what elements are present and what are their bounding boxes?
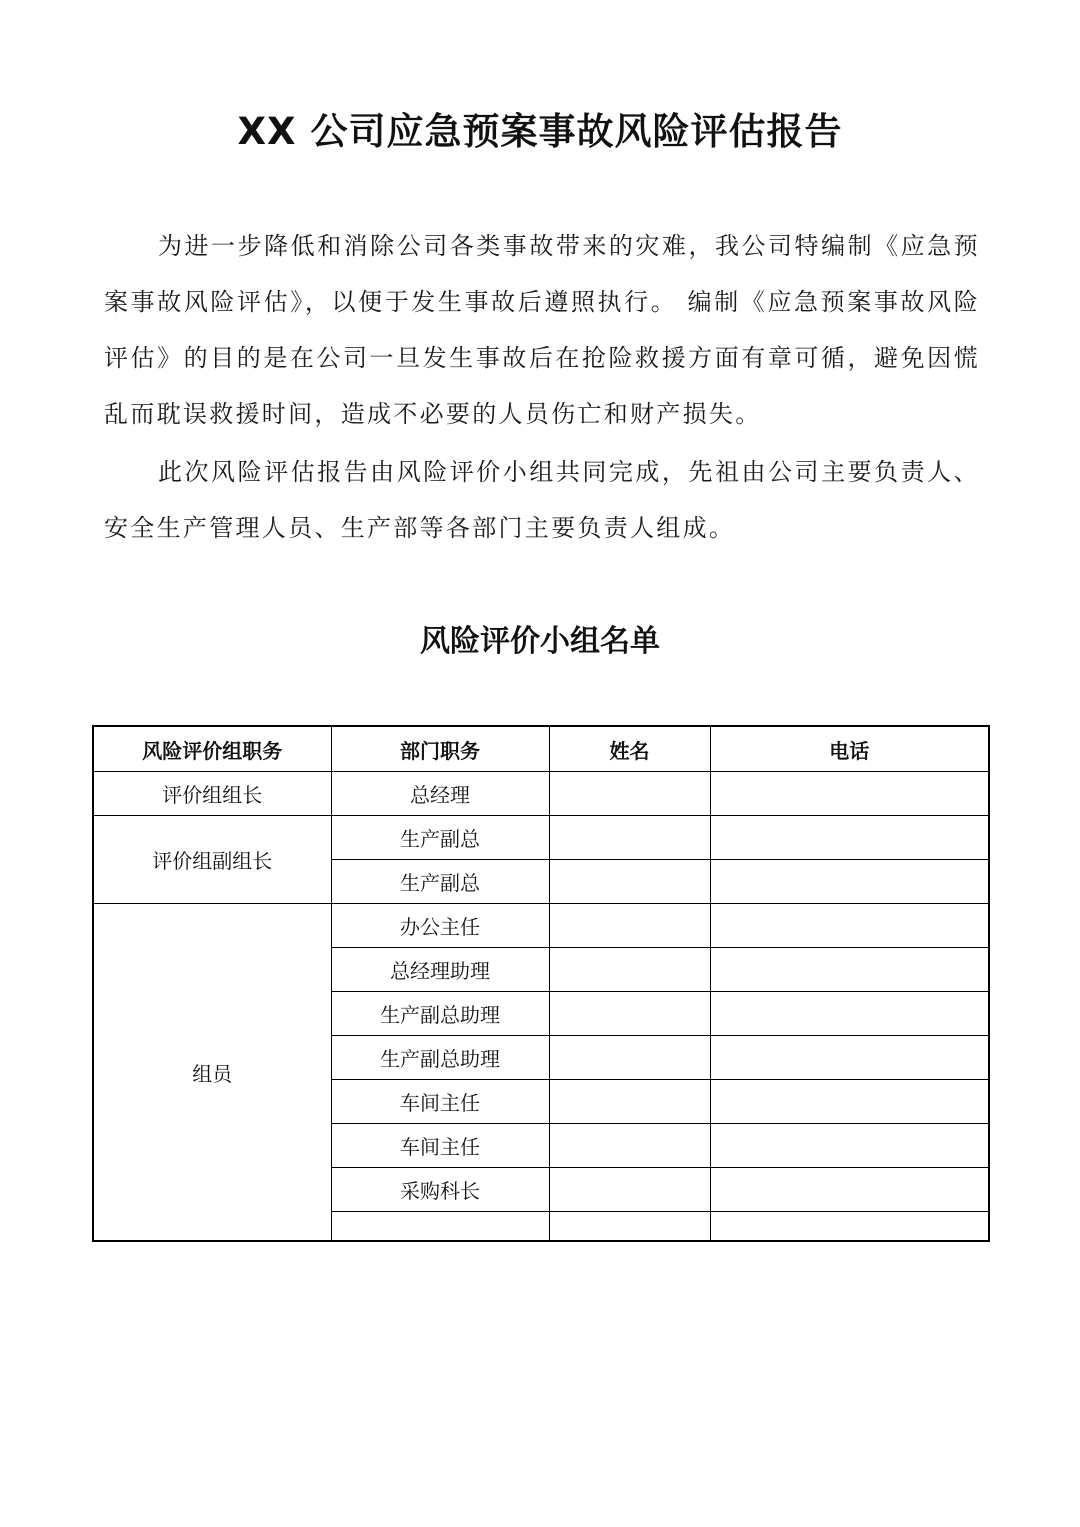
position-cell: 生产副总助理: [331, 1036, 549, 1080]
name-cell: [549, 904, 710, 948]
position-cell: 生产副总: [331, 816, 549, 860]
position-cell: 生产副总: [331, 860, 549, 904]
name-cell: [549, 816, 710, 860]
name-cell: [549, 1124, 710, 1168]
role-cell: 评价组组长: [93, 772, 331, 816]
roster-table: [92, 725, 990, 1242]
position-cell: 车间主任: [331, 1080, 549, 1124]
table-header-row: [93, 726, 989, 772]
header-role: 风险评价组职务: [93, 726, 331, 772]
header-department-position: 部门职务: [331, 726, 549, 772]
phone-cell: [710, 1168, 989, 1212]
name-cell: [549, 1212, 710, 1242]
table-row: [93, 904, 989, 948]
phone-cell: [710, 992, 989, 1036]
position-cell: 总经理助理: [331, 948, 549, 992]
phone-cell: [710, 772, 989, 816]
name-cell: [549, 860, 710, 904]
role-cell: 评价组副组长: [93, 816, 331, 904]
name-cell: [549, 772, 710, 816]
role-cell: 组员: [93, 904, 331, 1242]
phone-cell: [710, 860, 989, 904]
name-cell: [549, 992, 710, 1036]
phone-cell: [710, 1036, 989, 1080]
document-title: XX 公司应急预案事故风险评估报告: [237, 110, 843, 153]
position-cell: 办公主任: [331, 904, 549, 948]
position-cell: 采购科长: [331, 1168, 549, 1212]
phone-cell: [710, 1124, 989, 1168]
phone-cell: [710, 816, 989, 860]
position-cell: 车间主任: [331, 1124, 549, 1168]
intro-paragraph: 为进一步降低和消除公司各类事故带来的灾难，我公司特编制《应急预案事故风险评估》，以便于发生事故后遵照执行。 编制《应急预案事故风险评估》的目的是在公司一旦发生事故后在抢险救援方面有章可循，避免因慌乱而耽误救援时间，造成不必要的人员伤亡和财产损失。: [104, 232, 980, 428]
composition-paragraph: 此次风险评估报告由风险评价小组共同完成，先祖由公司主要负责人、安全生产管理人员、生产部等各部门主要负责人组成。: [104, 458, 980, 542]
table-row: [93, 816, 989, 860]
name-cell: [549, 948, 710, 992]
phone-cell: [710, 1212, 989, 1242]
header-name: 姓名: [549, 726, 710, 772]
position-cell: [331, 1212, 549, 1242]
phone-cell: [710, 948, 989, 992]
table-row: [93, 772, 989, 816]
name-cell: [549, 1036, 710, 1080]
phone-cell: [710, 904, 989, 948]
position-cell: 总经理: [331, 772, 549, 816]
name-cell: [549, 1168, 710, 1212]
position-cell: 生产副总助理: [331, 992, 549, 1036]
phone-cell: [710, 1080, 989, 1124]
header-phone: 电话: [710, 726, 989, 772]
roster-title: 风险评价小组名单: [420, 624, 660, 659]
name-cell: [549, 1080, 710, 1124]
